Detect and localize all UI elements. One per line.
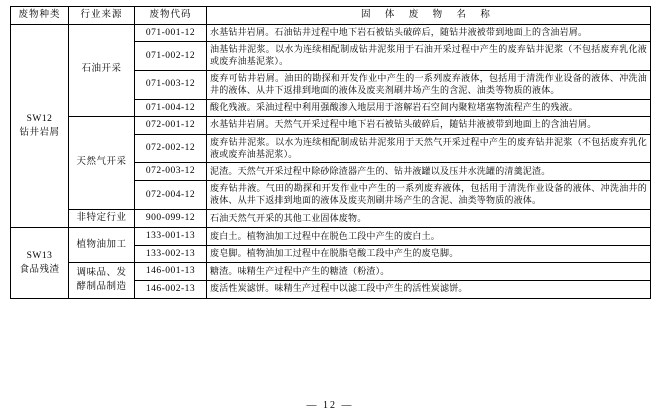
solid-waste-table <box>10 6 651 299</box>
waste-name-cell: 废弃钻井泥浆。以水为连续相配制成钻井泥浆用于天然气开采过程中产生的废弃钻井泥浆（不包括废弃乳化液或废弃油基泥浆）。 <box>207 134 651 163</box>
industry-source-cell: 植物油加工 <box>69 228 135 263</box>
waste-code-cell: 072-004-12 <box>135 180 207 209</box>
waste-code-cell: 133-002-13 <box>135 245 207 263</box>
industry-source-cell: 天然气开采 <box>69 117 135 210</box>
waste-name-cell: 水基钻井岩屑。石油钻井过程中地下岩石被钻头破碎后，随钻井液被带到地面上的含油岩屑。 <box>207 24 651 42</box>
waste-code-cell: 900-099-12 <box>135 209 207 228</box>
table-row <box>11 209 651 228</box>
waste-kind-cell: SW12 钻井岩屑 <box>11 24 69 228</box>
waste-name-cell: 废弃可钻井岩屑。油田的勘探和开发作业中产生的一系列废弃液体，包括用于清洗作业设备的液体、冲洗油井的液体、从井下返排到地面的液体及废夹剂刷井场产生的含泥、油类等物质的液体。 <box>207 70 651 99</box>
waste-code-cell: 072-001-12 <box>135 117 207 135</box>
column-header-source: 行业来源 <box>69 7 135 25</box>
table-header-row <box>11 7 651 25</box>
waste-name-cell: 油基钻井泥浆。以水为连续相配制成钻井泥浆用于石油开采过程中产生的废弃钻井泥浆（不包括废弃乳化液或废弃油基泥浆）。 <box>207 42 651 71</box>
waste-name-cell: 废弃钻井液。气田的勘探和开发作业中产生的一系列废弃液体，包括用于清洗作业设备的液体、冲洗油井的液体、从井下返排到地面的液体及废夹剂刷井场产生的含泥、油类等物质的液体。 <box>207 180 651 209</box>
waste-code-cell: 072-002-12 <box>135 134 207 163</box>
industry-source-cell: 非特定行业 <box>69 209 135 228</box>
waste-code-cell: 072-003-12 <box>135 163 207 181</box>
table-body <box>11 24 651 298</box>
column-header-kind: 废物种类 <box>11 7 69 25</box>
page-number: — 12 — <box>306 400 354 411</box>
waste-code-cell: 071-003-12 <box>135 70 207 99</box>
table-row <box>11 263 651 281</box>
column-header-name: 固 体 废 物 名 称 <box>207 7 651 25</box>
table-row <box>11 24 651 42</box>
waste-code-cell: 071-002-12 <box>135 42 207 71</box>
waste-code-cell: 146-001-13 <box>135 263 207 281</box>
waste-name-cell: 酸化残液。采油过程中利用强酸渗入地层用于溶解岩石空间内聚粒堵塞物流程产生的残液。 <box>207 99 651 117</box>
waste-code-cell: 146-002-13 <box>135 281 207 299</box>
column-header-code: 废物代码 <box>135 7 207 25</box>
waste-kind-cell: SW13 食品残渣 <box>11 228 69 298</box>
waste-name-cell: 废白土。植物油加工过程中在脱色工段中产生的废白土。 <box>207 228 651 246</box>
table-row <box>11 117 651 135</box>
waste-name-cell: 废皂脚。植物油加工过程中在脱脂皂酸工段中产生的废皂脚。 <box>207 245 651 263</box>
waste-name-cell: 糖渣。味精生产过程中产生的糖渣（粉渣）。 <box>207 263 651 281</box>
table-header <box>11 7 651 25</box>
waste-code-cell: 133-001-13 <box>135 228 207 246</box>
waste-code-cell: 071-001-12 <box>135 24 207 42</box>
waste-name-cell: 水基钻井岩屑。天然气开采过程中地下岩石被钻头破碎后，随钻井液被带到地面上的含油岩屑。 <box>207 117 651 135</box>
waste-name-cell: 泥渣。天然气开采过程中除砂除渣器产生的、钻井液罐以及压井水洗罐的清羹泥渣。 <box>207 163 651 181</box>
waste-name-cell: 石油天然气开采的其他工业固体废物。 <box>207 209 651 228</box>
waste-name-cell: 废活性炭滤饼。味精生产过程中以滤工段中产生的活性炭滤饼。 <box>207 281 651 299</box>
industry-source-cell: 石油开采 <box>69 24 135 117</box>
industry-source-cell: 调味品、发酵制品制造 <box>69 263 135 298</box>
table-row <box>11 228 651 246</box>
waste-code-cell: 071-004-12 <box>135 99 207 117</box>
